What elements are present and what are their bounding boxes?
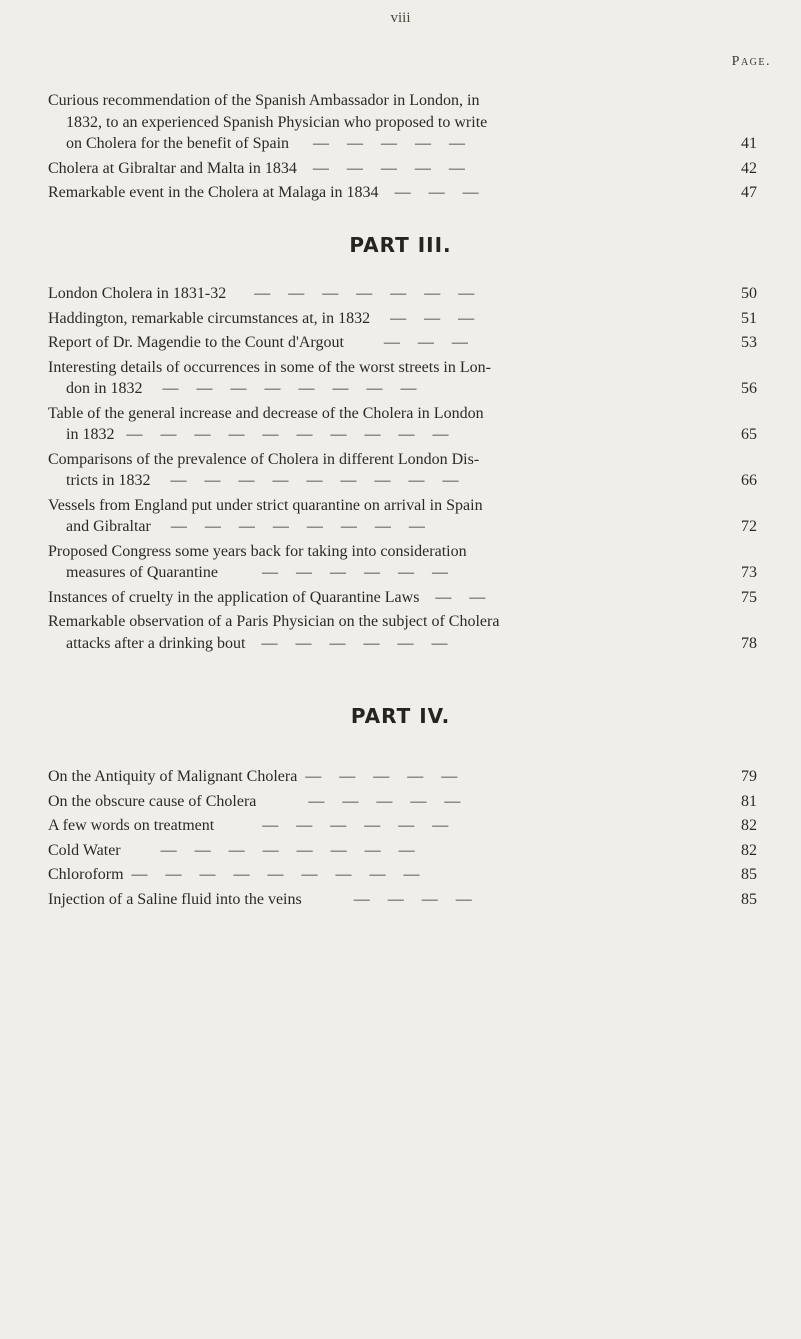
toc-entry[interactable] (0, 611, 801, 654)
entry-page-number: 51 (741, 309, 757, 327)
part-iv-heading: PART IV. (350, 704, 451, 728)
toc-entry[interactable] (0, 182, 801, 204)
leader-dashes: — — — — — — — — (160, 841, 415, 859)
page-column-label: Page. (731, 54, 771, 69)
entry-title-line: and Gibraltar — — — — — — — — (66, 518, 425, 535)
entry-page-number: 53 (741, 334, 757, 351)
entry-page-number: 50 (741, 285, 757, 302)
leader-dashes: — — — (394, 184, 479, 201)
entry-page-number: 85 (741, 866, 757, 883)
entry-title-line: On the Antiquity of Malignant Cholera (48, 768, 298, 785)
leader-dashes: — — — — — (305, 768, 458, 785)
toc-entry[interactable] (0, 815, 801, 837)
folio-page-number: viii (390, 10, 411, 26)
entry-title-line: A few words on treatment (48, 817, 215, 834)
toc-entry[interactable] (0, 587, 801, 609)
entry-page-number: 41 (741, 135, 757, 152)
entry-page-number: 81 (741, 792, 757, 810)
part-iii-heading: PART III. (349, 233, 452, 257)
toc-entry[interactable] (0, 308, 801, 330)
toc-entry[interactable] (0, 403, 801, 446)
entry-title-line: Haddington, remarkable circumstances at, in 1832 (48, 309, 371, 327)
entry-title-line: on Cholera for the benefit of Spain — — — — — (66, 135, 466, 152)
toc-entry[interactable] (0, 840, 801, 862)
entry-title-line: attacks after a drinking bout — — — — — — (66, 634, 448, 652)
toc-entry[interactable] (0, 90, 801, 155)
entry-title-line: measures of Quarantine — — — — — — (66, 564, 448, 581)
entry-page-number: 47 (741, 184, 757, 201)
entry-page-number: 65 (741, 426, 757, 443)
toc-entry[interactable] (0, 766, 801, 788)
leader-dashes: — — — (390, 309, 475, 327)
entry-title-line: don in 1832 — — — — — — — — (66, 380, 417, 397)
entry-page-number: 66 (741, 472, 757, 489)
toc-entry[interactable] (0, 449, 801, 492)
part-iv-entries (0, 766, 801, 913)
entry-page-number: 56 (741, 380, 757, 397)
entry-title-line: in 1832 — — — — — — — — — — (66, 426, 449, 443)
toc-entry[interactable] (0, 158, 801, 180)
toc-entry[interactable] (0, 495, 801, 538)
leader-dashes: — — (435, 588, 486, 606)
entry-page-number: 42 (741, 159, 757, 177)
part-iii-entries (0, 283, 801, 657)
entry-page-number: 85 (741, 890, 757, 908)
leader-dashes: — — — — — — — — (162, 380, 417, 397)
toc-entry[interactable] (0, 889, 801, 911)
leader-dashes: — — — — (353, 890, 472, 908)
leader-dashes: — — — — — — — — — — (126, 426, 449, 443)
entry-title-line: Report of Dr. Magendie to the Count d'Argout (48, 334, 344, 351)
entry-title-line: 1832, to an experienced Spanish Physician who proposed to write (66, 113, 488, 131)
entry-page-number: 75 (741, 588, 757, 606)
leader-dashes: — — — — — — — — (170, 518, 425, 535)
leader-dashes: — — — — — — — — — (170, 472, 459, 489)
leader-dashes: — — — (383, 334, 468, 351)
leader-dashes: — — — — — — — — — (131, 866, 420, 883)
entry-title-line: Cholera at Gibraltar and Malta in 1834 (48, 159, 297, 177)
entry-title-line: Instances of cruelty in the application of Quarantine Laws (48, 588, 420, 606)
entry-page-number: 78 (741, 634, 757, 652)
entry-page-number: 82 (741, 817, 757, 834)
entry-title-line: London Cholera in 1831-32 (48, 285, 227, 302)
entry-title-line: Remarkable observation of a Paris Physician on the subject of Cholera (48, 613, 500, 630)
leader-dashes: — — — — — — (261, 564, 448, 581)
leader-dashes: — — — — — (312, 159, 465, 177)
entry-page-number: 72 (741, 518, 757, 535)
entry-title-line: Table of the general increase and decrease of the Cholera in London (48, 404, 484, 422)
entry-page-number: 79 (741, 768, 757, 785)
entry-title-line: Proposed Congress some years back for taking into consideration (48, 542, 467, 560)
entry-title-line: Chloroform (48, 866, 124, 883)
intro-entries (0, 90, 801, 207)
leader-dashes: — — — — — (308, 792, 461, 810)
leader-dashes: — — — — — — (261, 634, 448, 652)
leader-dashes: — — — — — (313, 135, 466, 152)
entry-title-line: Cold Water (48, 841, 121, 859)
entry-title-line: Interesting details of occurrences in some of the worst streets in Lon- (48, 358, 491, 376)
toc-entry[interactable] (0, 283, 801, 305)
entry-title-line: tricts in 1832 — — — — — — — — — (66, 472, 459, 489)
entry-title-line: Comparisons of the prevalence of Cholera in different London Dis- (48, 450, 480, 468)
entry-title-line: On the obscure cause of Cholera (48, 792, 257, 810)
entry-page-number: 82 (741, 841, 757, 859)
toc-entry[interactable] (0, 791, 801, 813)
entry-page-number: 73 (741, 564, 757, 581)
toc-entry[interactable] (0, 541, 801, 584)
toc-entry[interactable] (0, 332, 801, 354)
toc-entry[interactable] (0, 357, 801, 400)
entry-title-line: Curious recommendation of the Spanish Ambassador in London, in (48, 92, 480, 109)
leader-dashes: — — — — — — — (254, 285, 475, 302)
entry-title-line: Vessels from England put under strict quarantine on arrival in Spain (48, 496, 483, 514)
entry-title-line: Remarkable event in the Cholera at Malaga in 1834 (48, 184, 379, 201)
toc-entry[interactable] (0, 864, 801, 886)
entry-title-line: Injection of a Saline fluid into the veins (48, 890, 302, 908)
leader-dashes: — — — — — — (262, 817, 449, 834)
